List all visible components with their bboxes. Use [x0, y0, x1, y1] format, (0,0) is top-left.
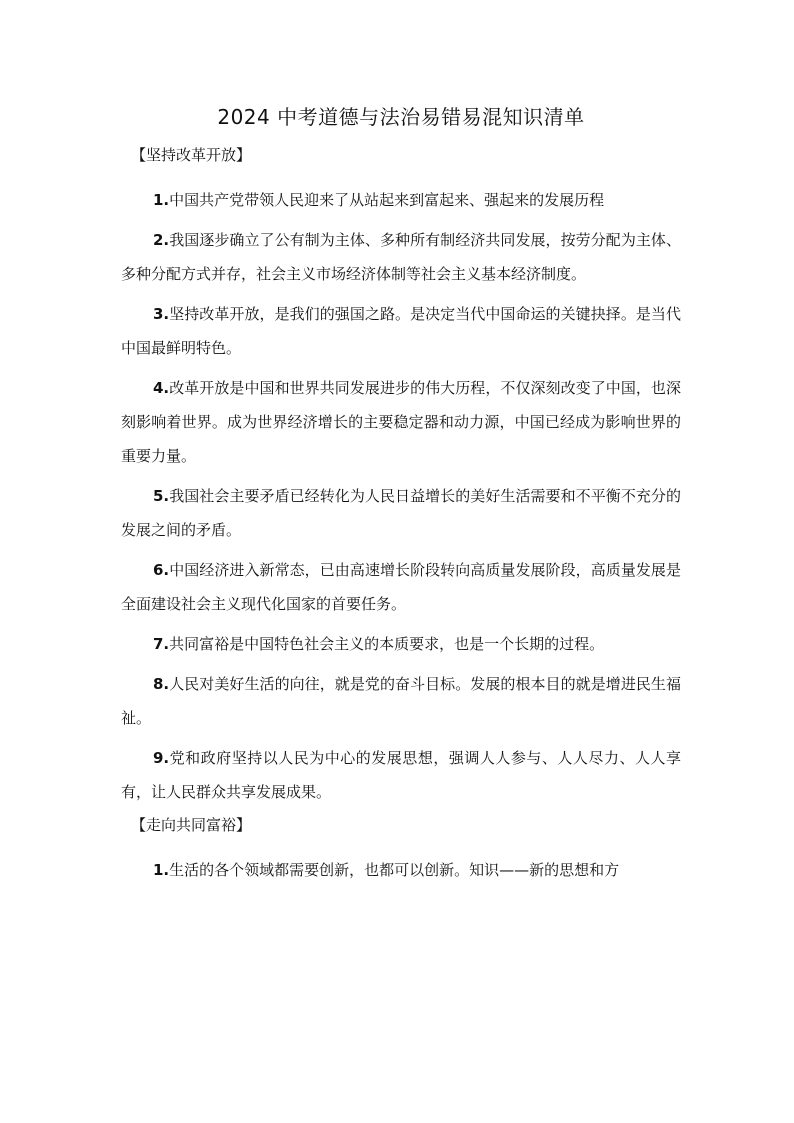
list-item	[121, 297, 681, 365]
item-number: 6.	[153, 561, 170, 579]
item-number: 5.	[153, 487, 170, 505]
list-item	[121, 183, 681, 217]
item-text: 我国逐步确立了公有制为主体、多种所有制经济共同发展，按劳分配为主体、多种分配方式并存，社会主义市场经济体制等社会主义基本经济制度。	[121, 231, 681, 283]
item-number: 1.	[153, 861, 170, 879]
list-item	[121, 741, 681, 809]
item-text: 坚持改革开放，是我们的强国之路。是决定当代中国命运的关键抉择。是当代中国最鲜明特色。	[121, 305, 681, 357]
document-content	[121, 103, 681, 893]
section-heading: 【走向共同富裕】	[131, 816, 252, 834]
list-item	[121, 223, 681, 291]
list-item	[121, 371, 681, 473]
item-number: 1.	[153, 191, 170, 209]
list-item	[121, 667, 681, 735]
list-item	[121, 853, 681, 887]
item-text: 中国共产党带领人民迎来了从站起来到富起来、强起来的发展历程	[169, 191, 605, 209]
item-text: 中国经济进入新常态，已由高速增长阶段转向高质量发展阶段，高质量发展是全面建设社会主义现代化国家的首要任务。	[121, 561, 681, 613]
item-text: 共同富裕是中国特色社会主义的本质要求，也是一个长期的过程。	[169, 635, 605, 653]
page-title: 2024 中考道德与法治易错易混知识清单	[217, 105, 585, 129]
item-text: 我国社会主要矛盾已经转化为人民日益增长的美好生活需要和不平衡不充分的发展之间的矛盾。	[121, 487, 681, 539]
item-number: 2.	[153, 231, 170, 249]
section-reform-opening	[121, 145, 681, 809]
item-number: 7.	[153, 635, 170, 653]
item-number: 8.	[153, 675, 170, 693]
item-number: 4.	[153, 379, 170, 397]
list-item	[121, 627, 681, 661]
section-common-prosperity	[121, 815, 681, 887]
item-text: 党和政府坚持以人民为中心的发展思想，强调人人参与、人人尽力、人人享有，让人民群众共享发展成果。	[121, 749, 681, 801]
item-number: 9.	[153, 749, 170, 767]
section-heading: 【坚持改革开放】	[131, 146, 252, 164]
item-text: 生活的各个领域都需要创新，也都可以创新。知识——新的思想和方	[169, 861, 620, 879]
item-text: 人民对美好生活的向往，就是党的奋斗目标。发展的根本目的就是增进民生福祉。	[121, 675, 681, 727]
item-text: 改革开放是中国和世界共同发展进步的伟大历程，不仅深刻改变了中国，也深刻影响着世界。成为世界经济增长的主要稳定器和动力源，中国已经成为影响世界的重要力量。	[121, 379, 681, 465]
list-item	[121, 553, 681, 621]
list-item	[121, 479, 681, 547]
item-number: 3.	[153, 305, 170, 323]
